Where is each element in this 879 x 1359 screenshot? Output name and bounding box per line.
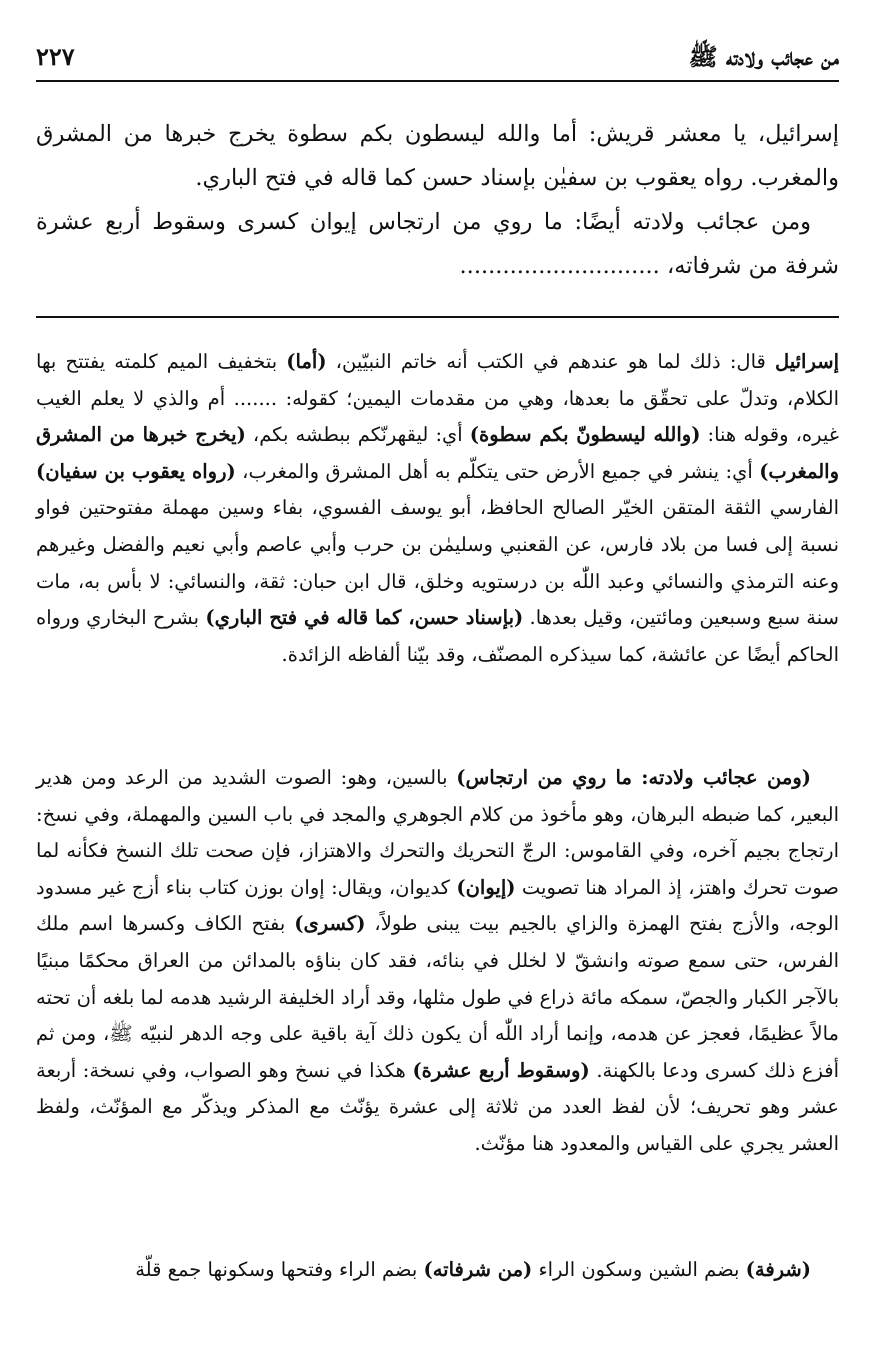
ellipsis-dots: ............................	[459, 253, 660, 279]
commentary-block-3	[36, 1252, 839, 1289]
commentary-keyword: إسرائيل	[774, 350, 839, 373]
main-paragraph-2-text: ومن عجائب ولادته أيضًا: ما روي من ارتجاس إيوان كسرى وسقوط أربع عشرة شرفة من شرفاته،	[36, 209, 839, 279]
commentary-keyword: (ومن عجائب ولادته: ما روي من ارتجاس)	[456, 766, 811, 789]
commentary-keyword: (شرفة)	[745, 1258, 811, 1281]
commentary-keyword: (رواه يعقوب بن سفيان)	[36, 459, 236, 483]
main-text	[36, 112, 839, 288]
commentary-text: بفتح الكاف وكسرها اسم ملك الفرس، حتى سمع صوته وانشقّ لا لخلل في بنائه، فقد كان بناؤه بالمدائن من العراق محكمًا مبنيًا بالآجر الكبار والجصّ، سمكه مائة ذراع في طول مثلها، وقد أراد الخليفة الرشيد هدمه لما بلغه أن تحته مالاً عظيمًا، فعجز عن هدمه، وإنما أراد اللّٰه أن يكون ذلك آية باقية على وجه الدهر لنبيّه ﷺ، ومن ثم أفزع ذلك كسرى ودعا بالكهنة.	[36, 912, 840, 1082]
commentary-text: أي: ينشر في جميع الأرض حتى يتكلّم به أهل المشرق والمغرب،	[235, 459, 760, 483]
footnote-divider	[36, 316, 839, 318]
commentary-text: هكذا في نسخ وهو الصواب، وفي نسخة: أربعة عشر وهو تحريف؛ لأن لفظ العدد من ثلاثة إلى عشرة يؤنّث مع المذكر ويذكّر مع المؤنّث، ولفظ العشر يجري على القياس والمعدود هنا مؤنّث.	[36, 1058, 839, 1155]
commentary-keyword: (أما)	[286, 350, 327, 373]
running-title: من عجائب ولادته ﷺ	[688, 42, 839, 71]
main-paragraph-1: إسرائيل، يا معشر قريش: أما والله ليسطون بكم سطوة يخرج خبرها من المشرق والمغرب. رواه يعقوب بن سفيٰن بإسناد حسن كما قاله في فتح الباري.	[36, 121, 839, 191]
commentary-text: الفارسي الثقة المتقن الخيّر الصالح الحافظ، أبو يوسف الفسوي، بفاء وسين مهملة مفتوحتين فواو نسبة إلى فسا من بلاد فارس، عن القعنبي وسليمٰن بن حرب وأبي عاصم وأبي نعيم والفضل وغيرهم وعنه الترمذي والنسائي وعبد اللّٰه بن درستويه وخلق، قال ابن حبان: ثقة، والنسائي: لا بأس به، مات سنة سبع وسبعين ومائتين، وقيل بعدها.	[36, 496, 839, 630]
commentary-paragraph	[36, 1252, 839, 1289]
commentary-block-2	[36, 760, 839, 1163]
commentary-text: بضم الراء وفتحها وسكونها جمع قلّة	[135, 1258, 424, 1281]
commentary-text: بتخفيف الميم كلمته يفتتح بها الكلام، وتدلّ على تحقّق ما بعدها، وهي من مقدمات اليمين؛ كقوله: ....... أم والذي لا يعلم الغيب غيره، وقوله هنا:	[36, 350, 839, 447]
commentary-text: أي: ليقهرنّكم ببطشه بكم،	[245, 423, 470, 447]
commentary-text: بشرح البخاري ورواه الحاكم أيضًا عن عائشة، كما سيذكره المصنّف، وقد بيّنا ألفاظه الزائدة.	[36, 606, 839, 666]
commentary-keyword: (من شرفاته)	[423, 1258, 533, 1281]
commentary-text: بالسين، وهو: الصوت الشديد من الرعد ومن هدير البعير، كما ضبطه البرهان، وهو مأخوذ من كلام الجوهري والمجد في باب السين والمهملة، وفي نسخ: ارتجاج بجيم آخره، وفي القاموس: الرجّ التحريك والتحرك والاهتزاز، فإن صحت تلك النسخ فكأنه لما صوت تحرك واهتز، إذ المراد هنا تصويت	[36, 766, 839, 899]
commentary-keyword: (إيوان)	[456, 875, 516, 899]
commentary-block-1	[36, 344, 839, 673]
main-paragraph-2	[36, 200, 839, 288]
page-number: ٢٢٧	[36, 42, 75, 71]
commentary-paragraph	[36, 760, 839, 1163]
page-header	[36, 40, 839, 82]
commentary-paragraph	[36, 344, 839, 673]
commentary-keyword: (كسرى)	[294, 912, 366, 936]
commentary-keyword: (بإسناد حسن، كما قاله في فتح الباري)	[205, 606, 524, 630]
commentary-text: كديوان، ويقال: إوان بوزن كتاب بناء أزج غير مسدود الوجه، والأزج بفتح الهمزة والزاي بالجيم بيت يبنى طولاً،	[36, 875, 839, 936]
commentary-keyword: (يخرج خبرها من المشرق والمغرب)	[36, 423, 839, 483]
commentary-keyword: (والله ليسطونّ بكم سطوة)	[469, 423, 701, 447]
commentary-text: قال: ذلك لما هو عندهم في الكتب أنه خاتم النبيّين،	[326, 350, 775, 373]
commentary-keyword: (وسقوط أربع عشرة)	[412, 1058, 590, 1082]
commentary-text: بضم الشين وسكون الراء	[532, 1258, 746, 1281]
